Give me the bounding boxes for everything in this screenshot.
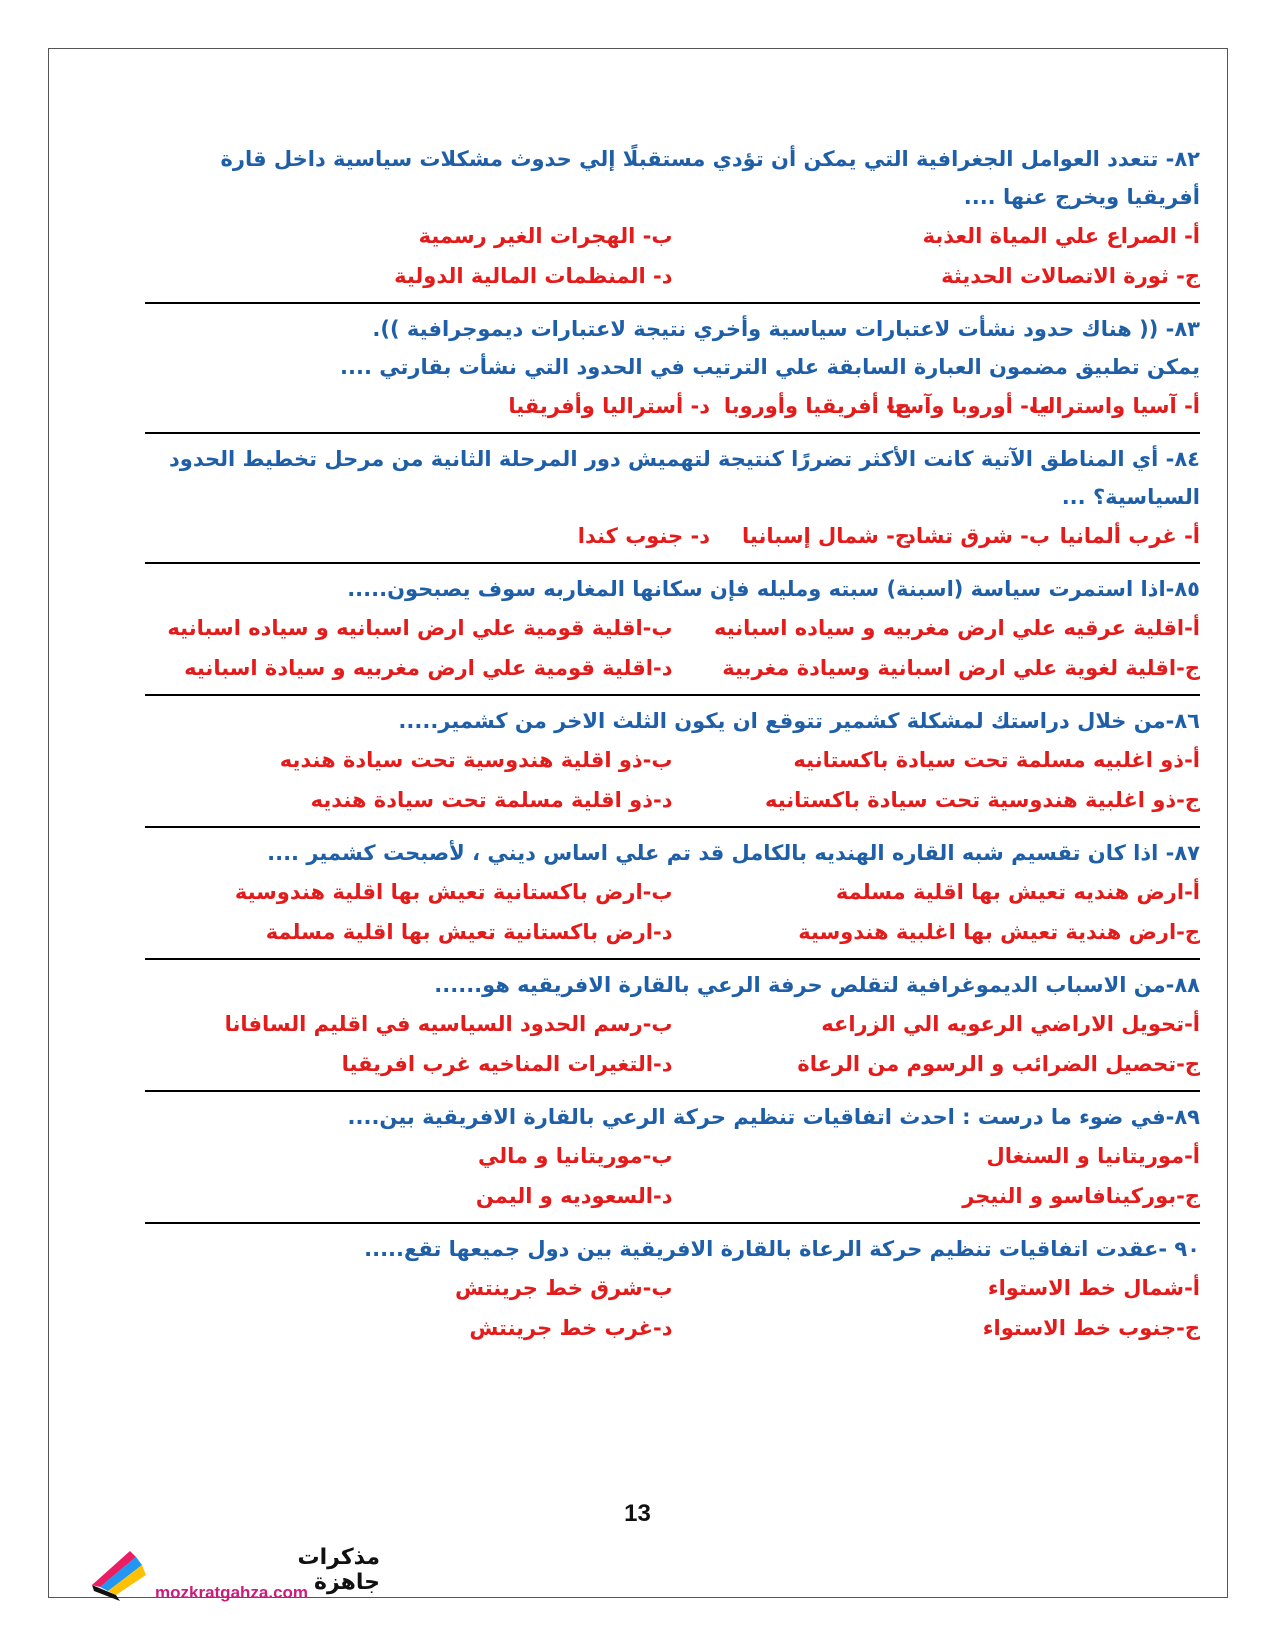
option-d: د- جنوب كندا <box>577 524 710 548</box>
options <box>145 516 1200 556</box>
option-c: ج-تحصيل الضرائب و الرسوم من الرعاة <box>797 1052 1200 1076</box>
option-b: ب-اقلية قومية علي ارض اسبانيه و سياده اسبانيه <box>167 616 673 640</box>
option-b: ب-شرق خط جرينتش <box>455 1276 673 1300</box>
logo-url: mozkratgahza.com <box>155 1583 309 1602</box>
option-c: ج-اقلية لغوية علي ارض اسبانية وسيادة مغربية <box>722 656 1200 680</box>
option-a: أ- آسيا واستراليا <box>1031 394 1200 418</box>
questions-list <box>145 140 1200 1360</box>
option-d: د-السعوديه و اليمن <box>475 1184 673 1208</box>
question-stem: ٨٦-من خلال دراستك لمشكلة كشمير تتوقع ان يكون الثلث الاخر من كشمير..... <box>398 709 1200 733</box>
option-b: ب- شرق تشاد <box>905 524 1050 548</box>
question-stem: ٨٤- أي المناطق الآتية كانت الأكثر تضررًا كنتيجة لتهميش دور المرحلة الثانية من مرحل تخطيط الحدود السياسية؟ ... <box>169 447 1200 509</box>
question-90 <box>145 1230 1200 1354</box>
options <box>145 1004 1200 1084</box>
options <box>145 386 1200 426</box>
question-stem: ٨٨-من الاسباب الديموغرافية لتقلص حرفة الرعي بالقارة الافريقيه هو...... <box>434 973 1200 997</box>
question-82 <box>145 140 1200 304</box>
publisher-logo <box>90 1545 380 1615</box>
option-b: ب-ذو اقلية هندوسية تحت سيادة هنديه <box>279 748 673 772</box>
option-d: د-ذو اقلية مسلمة تحت سيادة هنديه <box>310 788 673 812</box>
question-stem: ٨٣- (( هناك حدود نشأت لاعتبارات سياسية وأخري نتيجة لاعتبارات ديموجرافية )). <box>372 317 1200 341</box>
option-d: د- المنظمات المالية الدولية <box>394 264 673 288</box>
options <box>145 216 1200 296</box>
question-stem: ٨٧- اذا كان تقسيم شبه القاره الهنديه بالكامل قد تم علي اساس ديني ، لأصبحت كشمير .... <box>267 841 1200 865</box>
option-a: أ-تحويل الاراضي الرعويه الي الزراعه <box>821 1012 1200 1036</box>
options <box>145 608 1200 688</box>
option-c: ج- ثورة الاتصالات الحديثة <box>941 264 1200 288</box>
question-stem: ٨٢- تتعدد العوامل الجغرافية التي يمكن أن تؤدي مستقبلًا إلي حدوث مشكلات سياسية داخل قارة أفريقيا ويخرج عنها .... <box>220 147 1200 209</box>
option-a: أ-شمال خط الاستواء <box>987 1276 1200 1300</box>
question-88 <box>145 966 1200 1092</box>
option-c: ج-ذو اغلبية هندوسية تحت سيادة باكستانيه <box>764 788 1200 812</box>
option-d: د- أستراليا وأفريقيا <box>508 394 710 418</box>
option-c: ج-ارض هندية تعيش بها اغلبية هندوسية <box>798 920 1200 944</box>
question-86 <box>145 702 1200 828</box>
option-c: ج- أفريقيا وأوروبا <box>723 394 910 418</box>
option-c: ج- شمال إسبانيا <box>742 524 910 548</box>
option-a: أ- غرب ألمانيا <box>1059 524 1200 548</box>
options <box>145 1268 1200 1348</box>
question-85 <box>145 570 1200 696</box>
question-stem: ٨٥-اذا استمرت سياسة (اسبنة) سبته ومليله فإن سكانها المغاربه سوف يصبحون..... <box>347 577 1200 601</box>
question-87 <box>145 834 1200 960</box>
logo-mark-icon <box>90 1547 160 1602</box>
question-84 <box>145 440 1200 564</box>
option-b: ب-رسم الحدود السياسيه في اقليم السافانا <box>224 1012 673 1036</box>
question-89 <box>145 1098 1200 1224</box>
question-stem-line-2: يمكن تطبيق مضمون العبارة السابقة علي الترتيب في الحدود التي نشأت بقارتي .... <box>340 355 1200 379</box>
option-a: أ- الصراع علي المياة العذبة <box>922 224 1200 248</box>
option-b: ب- الهجرات الغير رسمية <box>418 224 673 248</box>
option-b: ب- أوروبا وآسيا <box>887 394 1050 418</box>
option-a: أ-موريتانيا و السنغال <box>986 1144 1200 1168</box>
option-d: د-التغيرات المناخيه غرب افريقيا <box>341 1052 673 1076</box>
option-c: ج-بوركينافاسو و النيجر <box>962 1184 1200 1208</box>
option-d: د-غرب خط جرينتش <box>469 1316 673 1340</box>
option-a: أ-ذو اغلبيه مسلمة تحت سيادة باكستانيه <box>793 748 1200 772</box>
page-number: 13 <box>624 1500 651 1527</box>
logo-text: مذكرات جاهزة <box>297 1545 380 1595</box>
option-d: د-ارض باكستانية تعيش بها اقلية مسلمة <box>265 920 673 944</box>
question-stem: ٩٠ -عقدت اتفاقيات تنظيم حركة الرعاة بالقارة الافريقية بين دول جميعها تقع..... <box>364 1237 1200 1261</box>
options <box>145 1136 1200 1216</box>
option-c: ج-جنوب خط الاستواء <box>982 1316 1200 1340</box>
question-stem: ٨٩-في ضوء ما درست : احدث اتفاقيات تنظيم حركة الرعي بالقارة الافريقية بين.... <box>347 1105 1200 1129</box>
options <box>145 872 1200 952</box>
option-a: أ-ارض هنديه تعيش بها اقلية مسلمة <box>835 880 1200 904</box>
option-a: أ-اقلية عرقيه علي ارض مغربيه و سياده اسبانيه <box>713 616 1200 640</box>
option-b: ب-ارض باكستانية تعيش بها اقلية هندوسية <box>234 880 673 904</box>
options <box>145 740 1200 820</box>
question-83 <box>145 310 1200 434</box>
option-d: د-اقلية قومية علي ارض مغربيه و سيادة اسبانيه <box>184 656 673 680</box>
option-b: ب-موريتانيا و مالي <box>478 1144 673 1168</box>
